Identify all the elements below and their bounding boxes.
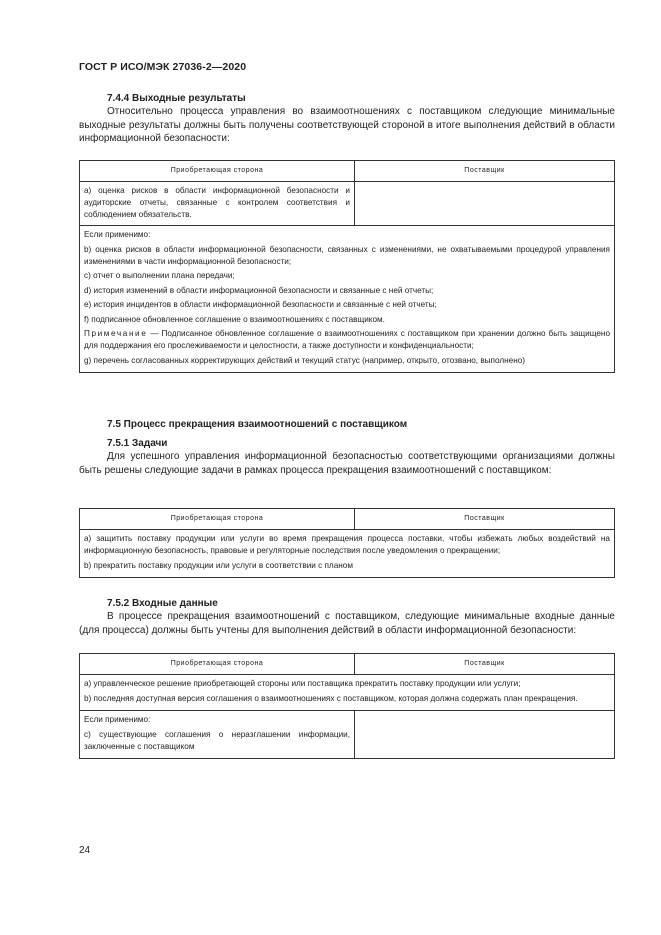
table-line: g) перечень согласованных корректирующих действий и текущий статус (например, открыто, отозвано, выполнено) xyxy=(84,355,526,365)
table-note xyxy=(84,328,610,352)
section-heading: 7.4.4 Выходные результаты xyxy=(107,93,246,104)
table-cell-merged xyxy=(80,675,615,711)
table-line: Если применимо: xyxy=(84,230,151,239)
section-heading: 7.5.1 Задачи xyxy=(107,438,168,449)
page-number: 24 xyxy=(79,845,91,856)
table-line: b) оценка рисков в области информационной безопасности, связанных с изменениями, не охватываемыми процедурой управления изменениями в части информационной безопасности; xyxy=(84,244,610,266)
table-line: f) подписанное обновленное соглашение о взаимоотношениях с поставщиком. xyxy=(84,314,385,324)
section-paragraph: В процессе прекращения взаимоотношений с поставщиком, следующие минимальные входные данные (для процесса) должны быть учтены для выполнения действий в области информационной безопасности: xyxy=(79,611,615,636)
column-header-acquirer: Приобретающая сторона xyxy=(80,654,355,675)
table-cell: a) оценка рисков в области информационной безопасности и аудиторские отчеты, связанные с контролем соответствия и соблюдением обязательств. xyxy=(80,182,355,226)
section-heading: 7.5.2 Входные данные xyxy=(107,598,218,609)
table-cell-merged xyxy=(80,530,615,578)
table-line: c) существующие соглашения о неразглашении информации, заключенные с поставщиком xyxy=(84,729,350,751)
standard-header: ГОСТ Р ИСО/МЭК 27036-2—2020 xyxy=(79,61,247,73)
table-7-4-4 xyxy=(79,160,615,373)
column-header-acquirer: Приобретающая сторона xyxy=(80,161,355,182)
table-cell xyxy=(80,711,355,759)
table-line: b) прекратить поставку продукции или услуги в соответствии с планом xyxy=(84,560,353,570)
note-label: Примечание xyxy=(84,329,148,338)
table-line: a) управленческое решение приобретающей стороны или поставщика прекратить поставку продукции или услуги; xyxy=(84,679,521,688)
column-header-supplier: Поставщик xyxy=(355,654,615,675)
table-cell-empty xyxy=(355,711,615,759)
section-7-5 xyxy=(79,419,615,431)
table-line: d) история изменений в области информационной безопасности и связанные с ней отчеты; xyxy=(84,285,434,295)
section-paragraph: Относительно процесса управления во взаимоотношениях с поставщиком следующие минимальные выходные результаты должны быть получены соответствующей стороной в итоге выполнения действий в области информационной безопасности: xyxy=(79,106,615,144)
column-header-supplier: Поставщик xyxy=(355,509,615,530)
section-7-4-4 xyxy=(79,93,615,146)
table-line: Если применимо: xyxy=(84,715,151,724)
table-cell-empty xyxy=(355,182,615,226)
table-7-5-2 xyxy=(79,653,615,759)
table-line: c) отчет о выполнении плана передачи; xyxy=(84,271,235,280)
table-cell-merged xyxy=(80,226,615,373)
section-paragraph: Для успешного управления информационной безопасностью соответствующими организациями должны быть решены следующие задачи в рамках процесса прекращения взаимоотношений с поставщиком: xyxy=(79,451,615,476)
table-7-5-1 xyxy=(79,508,615,578)
column-header-acquirer: Приобретающая сторона xyxy=(80,509,355,530)
table-line: e) история инцидентов в области информационной безопасности и связанные с ней отчеты; xyxy=(84,300,437,309)
section-heading: 7.5 Процесс прекращения взаимоотношений с поставщиком xyxy=(107,419,408,430)
table-line: a) защитить поставку продукции или услуги во время прекращения процесса поставки, чтобы избежать любых воздействий на информационную безопасность, правовые и регуляторные последствия после уведомления о прекращении; xyxy=(84,534,610,555)
section-7-5-2 xyxy=(79,598,615,637)
column-header-supplier: Поставщик xyxy=(355,161,615,182)
note-text: — Подписанное обновленное соглашение о взаимоотношениях с поставщиком при хранении должно быть защищено для поддержания его прослеживаемости и целостности, а также доступности и конфиденциальности; xyxy=(84,329,610,350)
section-7-5-1 xyxy=(79,438,615,477)
table-line: b) последняя доступная версия соглашения о взаимоотношениях с поставщиком, которая должна содержать план прекращения. xyxy=(84,693,578,703)
